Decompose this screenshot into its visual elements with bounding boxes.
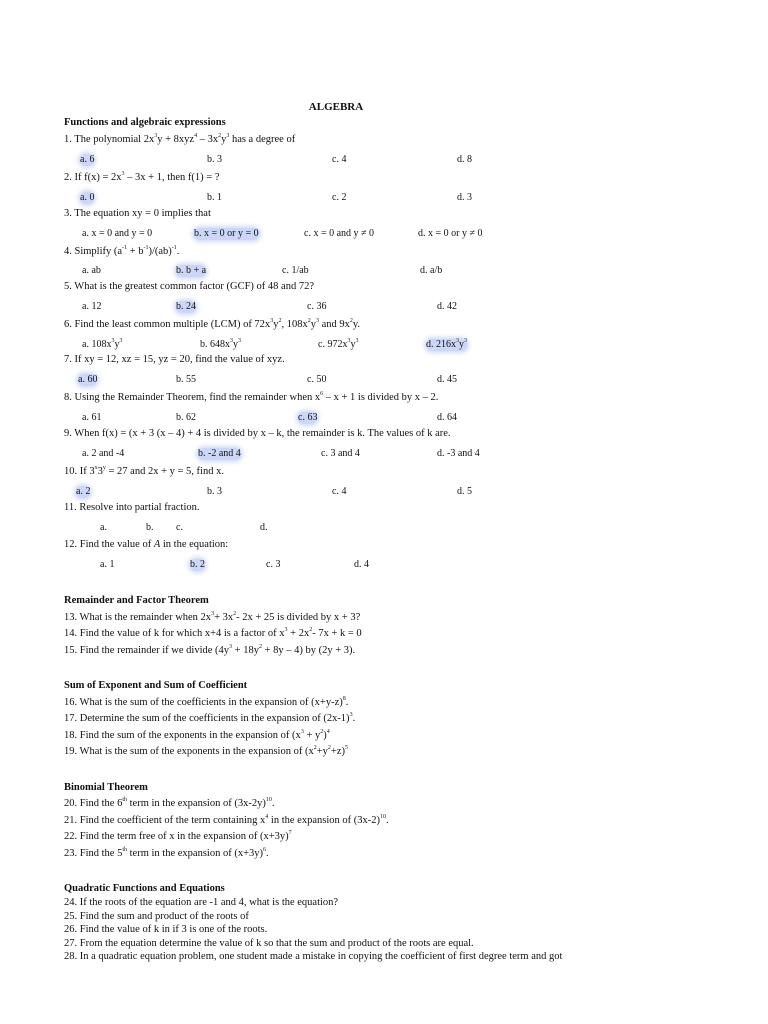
question-20: 20. Find the 6th term in the expansion of $(3x-2y)^{10}$. [64, 797, 275, 809]
section-heading-functions: Functions and algebraic expressions [64, 117, 226, 128]
question-3: 3. The equation xy = 0 implies that [64, 208, 211, 219]
question-18: 18. Find the sum of the exponents in the expansion of $(x^3 + y^2)^4$ [64, 729, 330, 741]
q7-option-c[interactable]: c. 50 [307, 374, 327, 385]
q6-option-d[interactable]: d. $216x^3y^3$ [426, 338, 467, 350]
question-4: 4. Simplify $(a^{-1} + b^{-1})/(ab)^{-1}$. [64, 245, 180, 257]
q10-option-a[interactable]: a. 2 [76, 486, 91, 497]
question-11: 11. Resolve into partial fraction. [64, 502, 200, 513]
question-2: 2. If $f(x) = 2x^3 - 3x + 1$, then f(1) = ? [64, 171, 220, 183]
q3-option-b[interactable]: b. x = 0 or y = 0 [194, 228, 259, 239]
question-19: 19. What is the sum of the exponents in the expansion of $(x^2+y^2+z)^5$ [64, 745, 348, 757]
section-heading-binomial: Binomial Theorem [64, 782, 148, 793]
q11-option-d[interactable]: d. [260, 522, 268, 533]
question-27: 27. From the equation determine the value of k so that the sum and product of the roots are equal. [64, 938, 474, 949]
q2-option-b[interactable]: b. 1 [207, 192, 222, 203]
q11-option-c[interactable]: c. [176, 522, 183, 533]
question-25: 25. Find the sum and product of the roots of [64, 911, 249, 922]
question-13: 13. What is the remainder when $2x^3+ 3x^2-$ 2x + 25 is divided by x + 3? [64, 611, 361, 623]
question-14: 14. Find the value of k for which x+4 is a factor of $x^3 + 2x^2-$ 7x + k = 0 [64, 627, 362, 639]
question-6: 6. Find the least common multiple (LCM) of $72x^3y^2$, $108x^2y^3$ and $9x^2y$. [64, 318, 361, 330]
q3-option-c[interactable]: c. x = 0 and y ≠ 0 [304, 228, 375, 239]
question-12: 12. Find the value of A in the equation: [64, 539, 229, 550]
q1-option-a[interactable]: a. 6 [80, 154, 95, 165]
question-7: 7. If xy = 12, xz = 15, yz = 20, find the value of xyz. [64, 354, 285, 365]
question-9: 9. When f(x) = (x + 3 (x – 4) + 4 is divided by x – k, the remainder is k. The values of k are. [64, 428, 451, 439]
q12-option-a[interactable]: a. 1 [100, 559, 115, 570]
q4-option-d[interactable]: d. a/b [420, 265, 443, 276]
q10-option-c[interactable]: c. 4 [332, 486, 347, 497]
q10-option-d[interactable]: d. 5 [457, 486, 472, 497]
q8-option-d[interactable]: d. 64 [437, 412, 457, 423]
q9-option-a[interactable]: a. 2 and -4 [82, 448, 125, 459]
q8-option-b[interactable]: b. 62 [176, 412, 196, 423]
q1-option-d[interactable]: d. 8 [457, 154, 472, 165]
q7-option-b[interactable]: b. 55 [176, 374, 196, 385]
q7-option-a[interactable]: a. 60 [78, 374, 98, 385]
q2-option-a[interactable]: a. 0 [80, 192, 95, 203]
q5-option-a[interactable]: a. 12 [82, 301, 102, 312]
q6-option-c[interactable]: c. $972x^3y^3$ [318, 338, 359, 350]
q10-option-b[interactable]: b. 3 [207, 486, 222, 497]
q9-option-d[interactable]: d. -3 and 4 [437, 448, 480, 459]
q3-option-a[interactable]: a. x = 0 and y = 0 [82, 228, 153, 239]
question-16: 16. What is the sum of the coefficients in the expansion of $(x+y-z)^8$. [64, 696, 349, 708]
document-title: ALGEBRA [308, 101, 364, 113]
q12-option-b[interactable]: b. 2 [190, 559, 205, 570]
q2-option-d[interactable]: d. 3 [457, 192, 472, 203]
question-26: 26. Find the value of k in if 3 is one of the roots. [64, 924, 268, 935]
q4-option-c[interactable]: c. 1/ab [282, 265, 309, 276]
q5-option-c[interactable]: c. 36 [307, 301, 327, 312]
question-22: 22. Find the term free of x in the expansion of $(x+3y)^7$ [64, 830, 292, 842]
q6-option-b[interactable]: b. $648x^3y^3$ [200, 338, 241, 350]
question-23: 23. Find the 5th term in the expansion of $(x+3y)^6$. [64, 847, 269, 859]
q7-option-d[interactable]: d. 45 [437, 374, 457, 385]
section-heading-exponent: Sum of Exponent and Sum of Coefficient [64, 680, 248, 691]
q5-option-d[interactable]: d. 42 [437, 301, 457, 312]
q8-option-c[interactable]: c. 63 [298, 412, 318, 423]
question-15: 15. Find the remainder if we divide $(4y^3 + 18y^2 + 8y - 4)$ by (2y + 3). [64, 644, 356, 656]
question-8: 8. Using the Remainder Theorem, find the remainder when $x^6 - x + 1$ is divided by x – 2. [64, 391, 439, 403]
q1-option-c[interactable]: c. 4 [332, 154, 347, 165]
question-28: 28. In a quadratic equation problem, one student made a mistake in copying the coefficient of first degree term and got [64, 951, 563, 962]
q5-option-b[interactable]: b. 24 [176, 301, 196, 312]
q12-option-d[interactable]: d. 4 [354, 559, 369, 570]
question-1: 1. The polynomial $2x^3y + 8xyz^4 - 3x^2y^3$ has a degree of [64, 133, 296, 145]
q9-option-b[interactable]: b. -2 and 4 [198, 448, 241, 459]
q11-option-a[interactable]: a. [100, 522, 107, 533]
q1-option-b[interactable]: b. 3 [207, 154, 222, 165]
section-heading-quadratic: Quadratic Functions and Equations [64, 883, 225, 894]
question-21: 21. Find the coefficient of the term containing $x^4$ in the expansion of $(3x-2)^{10}$. [64, 814, 389, 826]
question-24: 24. If the roots of the equation are -1 and 4, what is the equation? [64, 897, 339, 908]
q9-option-c[interactable]: c. 3 and 4 [321, 448, 360, 459]
question-17: 17. Determine the sum of the coefficients in the expansion of $(2x-1)^3$. [64, 712, 356, 724]
q6-option-a[interactable]: a. $108x^3y^3$ [82, 338, 123, 350]
q4-option-b[interactable]: b. b + a [176, 265, 207, 276]
question-5: 5. What is the greatest common factor (GCF) of 48 and 72? [64, 281, 314, 292]
q2-option-c[interactable]: c. 2 [332, 192, 347, 203]
q12-option-c[interactable]: c. 3 [266, 559, 281, 570]
section-heading-remainder: Remainder and Factor Theorem [64, 595, 209, 606]
question-10: 10. If $3^x3^y = 27$ and 2x + y = 5, find x. [64, 465, 224, 477]
q8-option-a[interactable]: a. 61 [82, 412, 102, 423]
q4-option-a[interactable]: a. ab [82, 265, 101, 276]
q11-option-b[interactable]: b. [146, 522, 154, 533]
q3-option-d[interactable]: d. x = 0 or y ≠ 0 [418, 228, 483, 239]
